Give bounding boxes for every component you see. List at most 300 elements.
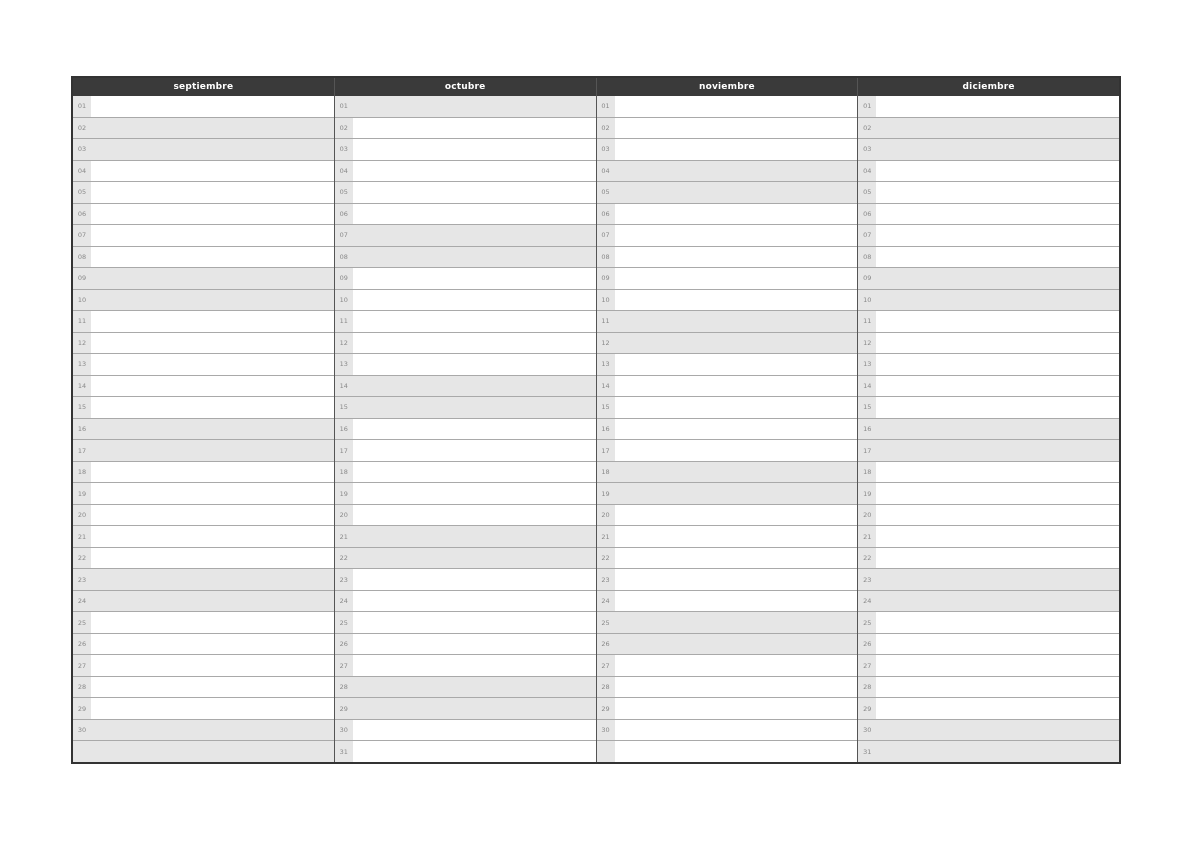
day-row xyxy=(73,655,334,677)
day-entry-cell[interactable] xyxy=(876,419,1119,440)
day-entry-cell[interactable] xyxy=(615,376,858,397)
day-number: 03 xyxy=(597,139,615,160)
day-row xyxy=(335,333,596,355)
day-row xyxy=(335,354,596,376)
day-row xyxy=(858,139,1119,161)
day-entry-cell[interactable] xyxy=(91,526,334,547)
day-entry-cell[interactable] xyxy=(615,526,858,547)
day-entry-cell[interactable] xyxy=(876,483,1119,504)
day-entry-cell[interactable] xyxy=(353,655,596,676)
day-entry-cell[interactable] xyxy=(876,526,1119,547)
day-entry-cell[interactable] xyxy=(876,655,1119,676)
day-row xyxy=(858,591,1119,613)
day-entry-cell[interactable] xyxy=(353,677,596,698)
day-row xyxy=(335,225,596,247)
day-entry-cell[interactable] xyxy=(353,182,596,203)
day-row xyxy=(858,677,1119,699)
day-entry-cell[interactable] xyxy=(91,741,334,762)
day-entry-cell[interactable] xyxy=(615,548,858,569)
day-row xyxy=(858,376,1119,398)
day-number: 16 xyxy=(858,419,876,440)
day-entry-cell[interactable] xyxy=(91,96,334,117)
day-entry-cell[interactable] xyxy=(876,139,1119,160)
day-number: 30 xyxy=(597,720,615,741)
day-row xyxy=(73,505,334,527)
day-number: 29 xyxy=(597,698,615,719)
day-number: 11 xyxy=(73,311,91,332)
day-entry-cell[interactable] xyxy=(615,741,858,762)
day-number: 26 xyxy=(597,634,615,655)
day-number: 11 xyxy=(858,311,876,332)
day-entry-cell[interactable] xyxy=(876,591,1119,612)
month-header: noviembre xyxy=(597,78,858,96)
day-number: 09 xyxy=(73,268,91,289)
day-row xyxy=(858,182,1119,204)
day-number: 17 xyxy=(335,440,353,461)
day-entry-cell[interactable] xyxy=(91,311,334,332)
day-entry-cell[interactable] xyxy=(91,698,334,719)
day-number: 14 xyxy=(335,376,353,397)
day-number: 30 xyxy=(858,720,876,741)
day-entry-cell[interactable] xyxy=(353,462,596,483)
day-number: 05 xyxy=(858,182,876,203)
day-row xyxy=(73,247,334,269)
day-entry-cell[interactable] xyxy=(353,634,596,655)
day-row xyxy=(858,462,1119,484)
day-entry-cell[interactable] xyxy=(91,720,334,741)
day-row xyxy=(73,376,334,398)
day-entry-cell[interactable] xyxy=(615,290,858,311)
day-entry-cell[interactable] xyxy=(91,634,334,655)
day-entry-cell[interactable] xyxy=(353,720,596,741)
day-row xyxy=(858,505,1119,527)
day-entry-cell[interactable] xyxy=(615,333,858,354)
day-number: 08 xyxy=(597,247,615,268)
day-row xyxy=(73,204,334,226)
day-entry-cell[interactable] xyxy=(615,634,858,655)
day-row xyxy=(858,96,1119,118)
day-row xyxy=(335,741,596,762)
day-row xyxy=(858,397,1119,419)
day-number: 23 xyxy=(335,569,353,590)
day-entry-cell[interactable] xyxy=(91,247,334,268)
day-entry-cell[interactable] xyxy=(91,161,334,182)
day-entry-cell[interactable] xyxy=(353,397,596,418)
day-row xyxy=(73,96,334,118)
day-row xyxy=(597,462,858,484)
day-entry-cell[interactable] xyxy=(353,247,596,268)
day-number: 24 xyxy=(858,591,876,612)
day-row xyxy=(597,569,858,591)
day-entry-cell[interactable] xyxy=(615,677,858,698)
day-number: 22 xyxy=(597,548,615,569)
day-entry-cell[interactable] xyxy=(91,440,334,461)
day-entry-cell[interactable] xyxy=(876,268,1119,289)
day-row xyxy=(73,462,334,484)
day-number: 16 xyxy=(73,419,91,440)
day-entry-cell[interactable] xyxy=(876,634,1119,655)
day-number: 13 xyxy=(858,354,876,375)
day-entry-cell[interactable] xyxy=(91,118,334,139)
day-entry-cell[interactable] xyxy=(91,569,334,590)
day-row xyxy=(335,376,596,398)
day-entry-cell[interactable] xyxy=(91,139,334,160)
day-row xyxy=(597,182,858,204)
day-number: 03 xyxy=(73,139,91,160)
day-number: 14 xyxy=(597,376,615,397)
day-number: 26 xyxy=(858,634,876,655)
day-number: 05 xyxy=(597,182,615,203)
day-entry-cell[interactable] xyxy=(353,354,596,375)
day-row xyxy=(597,290,858,312)
day-number: 12 xyxy=(597,333,615,354)
day-row xyxy=(73,526,334,548)
day-number: 04 xyxy=(73,161,91,182)
day-number: 26 xyxy=(335,634,353,655)
day-number: 23 xyxy=(73,569,91,590)
calendar-grid xyxy=(71,76,1121,764)
day-row xyxy=(858,225,1119,247)
day-entry-cell[interactable] xyxy=(876,612,1119,633)
day-number: 05 xyxy=(335,182,353,203)
day-row xyxy=(335,655,596,677)
day-row xyxy=(335,569,596,591)
day-number: 10 xyxy=(858,290,876,311)
day-entry-cell[interactable] xyxy=(615,182,858,203)
day-entry-cell[interactable] xyxy=(353,419,596,440)
day-entry-cell[interactable] xyxy=(876,118,1119,139)
day-entry-cell[interactable] xyxy=(876,161,1119,182)
day-entry-cell[interactable] xyxy=(615,139,858,160)
day-entry-cell[interactable] xyxy=(876,376,1119,397)
day-row xyxy=(335,139,596,161)
month-column-septiembre xyxy=(73,78,335,762)
day-row xyxy=(597,720,858,742)
day-row xyxy=(73,698,334,720)
day-number: 07 xyxy=(73,225,91,246)
day-number: 13 xyxy=(73,354,91,375)
day-number: 25 xyxy=(597,612,615,633)
day-entry-cell[interactable] xyxy=(353,311,596,332)
day-row xyxy=(335,161,596,183)
day-entry-cell[interactable] xyxy=(615,96,858,117)
day-row xyxy=(73,483,334,505)
day-number: 25 xyxy=(858,612,876,633)
day-row xyxy=(73,677,334,699)
day-number: 06 xyxy=(858,204,876,225)
day-entry-cell[interactable] xyxy=(91,419,334,440)
day-entry-cell[interactable] xyxy=(615,118,858,139)
day-number: 24 xyxy=(335,591,353,612)
day-number: 31 xyxy=(858,741,876,762)
day-entry-cell[interactable] xyxy=(876,741,1119,762)
day-entry-cell[interactable] xyxy=(615,612,858,633)
day-number: 15 xyxy=(73,397,91,418)
day-entry-cell[interactable] xyxy=(876,225,1119,246)
day-entry-cell[interactable] xyxy=(91,354,334,375)
day-row xyxy=(858,311,1119,333)
day-entry-cell[interactable] xyxy=(91,204,334,225)
day-row xyxy=(858,354,1119,376)
day-row xyxy=(73,182,334,204)
day-rows xyxy=(335,96,596,762)
day-row xyxy=(73,333,334,355)
day-entry-cell[interactable] xyxy=(91,182,334,203)
day-number: 10 xyxy=(597,290,615,311)
day-entry-cell[interactable] xyxy=(615,204,858,225)
day-number: 08 xyxy=(335,247,353,268)
day-row xyxy=(858,720,1119,742)
day-entry-cell[interactable] xyxy=(353,225,596,246)
day-entry-cell[interactable] xyxy=(876,397,1119,418)
day-number: 19 xyxy=(73,483,91,504)
day-entry-cell[interactable] xyxy=(876,204,1119,225)
day-row xyxy=(335,677,596,699)
day-number: 30 xyxy=(335,720,353,741)
day-entry-cell[interactable] xyxy=(876,96,1119,117)
day-number: 17 xyxy=(858,440,876,461)
day-number: 07 xyxy=(597,225,615,246)
day-entry-cell[interactable] xyxy=(353,333,596,354)
day-number: 21 xyxy=(597,526,615,547)
day-entry-cell[interactable] xyxy=(615,569,858,590)
day-entry-cell[interactable] xyxy=(615,247,858,268)
day-entry-cell[interactable] xyxy=(353,440,596,461)
day-number: 28 xyxy=(73,677,91,698)
day-entry-cell[interactable] xyxy=(353,161,596,182)
day-row xyxy=(597,139,858,161)
day-row xyxy=(858,268,1119,290)
day-entry-cell[interactable] xyxy=(353,139,596,160)
day-entry-cell[interactable] xyxy=(876,440,1119,461)
day-entry-cell[interactable] xyxy=(876,290,1119,311)
day-row xyxy=(335,591,596,613)
day-number: 19 xyxy=(858,483,876,504)
month-header: octubre xyxy=(335,78,596,96)
day-row xyxy=(73,311,334,333)
day-entry-cell[interactable] xyxy=(615,483,858,504)
day-row xyxy=(597,311,858,333)
day-row xyxy=(858,290,1119,312)
day-row xyxy=(858,612,1119,634)
day-row xyxy=(597,118,858,140)
day-number: 09 xyxy=(858,268,876,289)
day-entry-cell[interactable] xyxy=(91,591,334,612)
day-row xyxy=(335,419,596,441)
day-row xyxy=(73,139,334,161)
day-number: 08 xyxy=(858,247,876,268)
day-entry-cell[interactable] xyxy=(91,677,334,698)
day-entry-cell[interactable] xyxy=(876,720,1119,741)
day-entry-cell[interactable] xyxy=(91,376,334,397)
day-number: 13 xyxy=(335,354,353,375)
day-row xyxy=(335,182,596,204)
day-entry-cell[interactable] xyxy=(353,548,596,569)
day-row xyxy=(858,118,1119,140)
day-row xyxy=(335,505,596,527)
day-entry-cell[interactable] xyxy=(615,655,858,676)
day-number: 02 xyxy=(597,118,615,139)
day-entry-cell[interactable] xyxy=(91,548,334,569)
day-number: 18 xyxy=(597,462,615,483)
day-entry-cell[interactable] xyxy=(615,225,858,246)
day-number: 19 xyxy=(335,483,353,504)
day-number: 10 xyxy=(73,290,91,311)
day-row xyxy=(335,698,596,720)
day-entry-cell[interactable] xyxy=(91,505,334,526)
day-entry-cell[interactable] xyxy=(876,505,1119,526)
day-row xyxy=(597,612,858,634)
day-entry-cell[interactable] xyxy=(353,96,596,117)
day-entry-cell[interactable] xyxy=(615,698,858,719)
month-header: septiembre xyxy=(73,78,334,96)
day-entry-cell[interactable] xyxy=(353,290,596,311)
day-entry-cell[interactable] xyxy=(615,720,858,741)
day-number: 07 xyxy=(858,225,876,246)
day-number: 25 xyxy=(73,612,91,633)
day-row xyxy=(597,655,858,677)
day-row xyxy=(597,376,858,398)
day-entry-cell[interactable] xyxy=(353,591,596,612)
day-entry-cell[interactable] xyxy=(353,483,596,504)
day-entry-cell[interactable] xyxy=(353,612,596,633)
day-row xyxy=(597,247,858,269)
day-number: 18 xyxy=(73,462,91,483)
day-row xyxy=(73,591,334,613)
day-row xyxy=(858,548,1119,570)
day-entry-cell[interactable] xyxy=(615,419,858,440)
day-entry-cell[interactable] xyxy=(615,440,858,461)
day-row xyxy=(335,397,596,419)
day-row xyxy=(597,96,858,118)
day-number: 18 xyxy=(335,462,353,483)
day-row xyxy=(73,118,334,140)
day-row xyxy=(73,634,334,656)
day-number: 02 xyxy=(73,118,91,139)
day-number: 28 xyxy=(597,677,615,698)
day-entry-cell[interactable] xyxy=(353,698,596,719)
day-row xyxy=(597,268,858,290)
day-rows xyxy=(858,96,1119,762)
day-row xyxy=(73,290,334,312)
day-number: 09 xyxy=(335,268,353,289)
day-row xyxy=(73,548,334,570)
day-row xyxy=(858,440,1119,462)
day-entry-cell[interactable] xyxy=(353,569,596,590)
day-row xyxy=(335,311,596,333)
day-number: 06 xyxy=(597,204,615,225)
day-entry-cell[interactable] xyxy=(91,612,334,633)
day-row xyxy=(73,440,334,462)
day-number: 17 xyxy=(597,440,615,461)
day-entry-cell[interactable] xyxy=(615,397,858,418)
day-row xyxy=(335,118,596,140)
day-entry-cell[interactable] xyxy=(876,548,1119,569)
day-entry-cell[interactable] xyxy=(876,182,1119,203)
day-entry-cell[interactable] xyxy=(876,698,1119,719)
month-column-diciembre xyxy=(858,78,1119,762)
day-entry-cell[interactable] xyxy=(615,268,858,289)
day-entry-cell[interactable] xyxy=(876,333,1119,354)
day-entry-cell[interactable] xyxy=(353,376,596,397)
day-number: 31 xyxy=(335,741,353,762)
day-rows xyxy=(73,96,334,762)
month-column-noviembre xyxy=(597,78,859,762)
day-number: 22 xyxy=(73,548,91,569)
day-entry-cell[interactable] xyxy=(353,741,596,762)
day-entry-cell[interactable] xyxy=(876,677,1119,698)
day-entry-cell[interactable] xyxy=(91,268,334,289)
day-number: 21 xyxy=(335,526,353,547)
day-number: 18 xyxy=(858,462,876,483)
day-entry-cell[interactable] xyxy=(876,462,1119,483)
day-row xyxy=(597,419,858,441)
day-entry-cell[interactable] xyxy=(91,225,334,246)
day-number: 15 xyxy=(858,397,876,418)
day-entry-cell[interactable] xyxy=(91,483,334,504)
day-entry-cell[interactable] xyxy=(876,247,1119,268)
day-entry-cell[interactable] xyxy=(615,311,858,332)
day-number: 28 xyxy=(335,677,353,698)
day-number: 11 xyxy=(335,311,353,332)
day-number: 20 xyxy=(858,505,876,526)
day-number: 06 xyxy=(335,204,353,225)
day-entry-cell[interactable] xyxy=(876,354,1119,375)
day-entry-cell[interactable] xyxy=(615,591,858,612)
day-row xyxy=(597,333,858,355)
day-row xyxy=(597,677,858,699)
day-row xyxy=(858,204,1119,226)
day-number: 04 xyxy=(858,161,876,182)
day-number xyxy=(597,741,615,762)
day-number: 27 xyxy=(858,655,876,676)
day-row xyxy=(335,204,596,226)
day-entry-cell[interactable] xyxy=(91,333,334,354)
day-row xyxy=(597,440,858,462)
day-entry-cell[interactable] xyxy=(876,569,1119,590)
day-entry-cell[interactable] xyxy=(91,397,334,418)
day-entry-cell[interactable] xyxy=(876,311,1119,332)
day-entry-cell[interactable] xyxy=(353,526,596,547)
day-number: 10 xyxy=(335,290,353,311)
day-number: 13 xyxy=(597,354,615,375)
day-entry-cell[interactable] xyxy=(615,462,858,483)
day-entry-cell[interactable] xyxy=(353,268,596,289)
day-row xyxy=(335,634,596,656)
day-number: 30 xyxy=(73,720,91,741)
day-number: 07 xyxy=(335,225,353,246)
day-number: 15 xyxy=(597,397,615,418)
day-row xyxy=(335,526,596,548)
day-number: 01 xyxy=(597,96,615,117)
day-number: 20 xyxy=(335,505,353,526)
day-number: 06 xyxy=(73,204,91,225)
day-row xyxy=(73,569,334,591)
day-entry-cell[interactable] xyxy=(615,354,858,375)
day-entry-cell[interactable] xyxy=(615,161,858,182)
day-number: 23 xyxy=(597,569,615,590)
day-entry-cell[interactable] xyxy=(353,505,596,526)
day-entry-cell[interactable] xyxy=(353,204,596,225)
day-row xyxy=(335,96,596,118)
day-number: 04 xyxy=(597,161,615,182)
day-row xyxy=(335,290,596,312)
day-entry-cell[interactable] xyxy=(91,655,334,676)
day-entry-cell[interactable] xyxy=(91,462,334,483)
day-entry-cell[interactable] xyxy=(615,505,858,526)
day-entry-cell[interactable] xyxy=(353,118,596,139)
day-entry-cell[interactable] xyxy=(91,290,334,311)
